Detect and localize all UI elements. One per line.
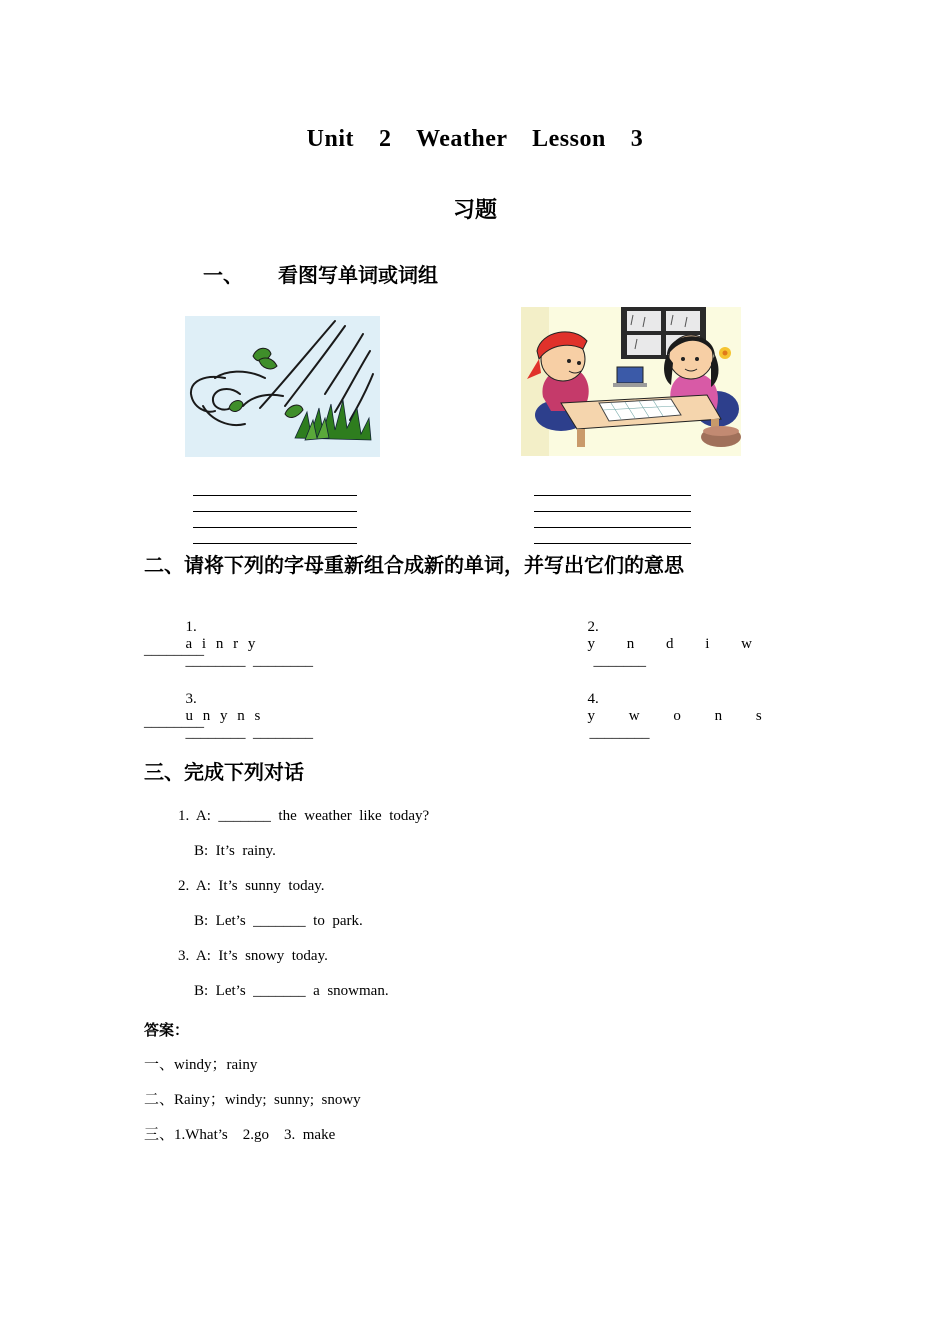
s2-item-letters: a i n r y	[185, 636, 259, 652]
s2-item-blanks[interactable]: ________ ________	[185, 653, 313, 669]
s2-item-blanks[interactable]: ________	[589, 725, 650, 741]
answer-line-2: 二、Rainy；windy; sunny; snowy	[144, 1092, 361, 1108]
s2-item-2	[580, 602, 766, 670]
answer-line[interactable]	[534, 527, 691, 528]
s2-item-num: 1.	[185, 619, 197, 635]
section2-heading: 二、请将下列的字母重新组合成新的单词，并写出它们的意思	[144, 553, 684, 577]
s2-item-1	[178, 602, 313, 670]
answers-label: 答案：	[144, 1021, 190, 1039]
dialogue-line: 1. A: _______ the weather like today?	[178, 808, 430, 824]
s2-item-letters: u n y n s	[185, 708, 264, 724]
answer-line-1: 一、windy；rainy	[144, 1057, 258, 1073]
s2-item-num: 2.	[587, 619, 599, 635]
answer-line-3: 三、1.What’s 2.go 3. make	[144, 1127, 336, 1143]
s2-item-letters: y w o n s	[587, 708, 777, 724]
section1-number: 一、	[203, 263, 243, 287]
answer-line[interactable]	[534, 495, 691, 496]
s2-item-blanks[interactable]: ________ ________	[185, 725, 313, 741]
dialogue-line: B: It’s rainy.	[194, 843, 276, 859]
wind-leaves-illustration	[185, 316, 380, 457]
s2-item-4	[580, 674, 777, 742]
answer-line[interactable]	[193, 511, 357, 512]
s2-item-num: 3.	[185, 691, 197, 707]
answer-line[interactable]	[534, 511, 691, 512]
s2-item-2-wrap[interactable]: ________	[144, 642, 204, 658]
page-title: Unit 2 Weather Lesson 3	[306, 126, 644, 152]
dialogue-line: B: Let’s _______ a snowman.	[194, 983, 389, 999]
section1-heading: 看图写单词或词组	[278, 263, 438, 287]
s2-item-blanks[interactable]: _______	[593, 653, 646, 669]
page-subtitle: 习题	[452, 198, 497, 223]
answer-line[interactable]	[193, 527, 357, 528]
dialogue-line: 3. A: It’s snowy today.	[178, 948, 328, 964]
s2-item-num: 4.	[587, 691, 599, 707]
answer-line[interactable]	[534, 543, 691, 544]
answer-line[interactable]	[193, 543, 357, 544]
s2-item-letters: y n d i w	[587, 636, 766, 652]
s2-item-4-wrap[interactable]: ________	[144, 714, 204, 730]
answer-line[interactable]	[193, 495, 357, 496]
section3-heading: 三、完成下列对话	[144, 760, 304, 784]
dialogue-line: B: Let’s _______ to park.	[194, 913, 363, 929]
s2-item-3	[178, 674, 313, 742]
children-board-game-illustration	[521, 307, 741, 456]
dialogue-line: 2. A: It’s sunny today.	[178, 878, 325, 894]
